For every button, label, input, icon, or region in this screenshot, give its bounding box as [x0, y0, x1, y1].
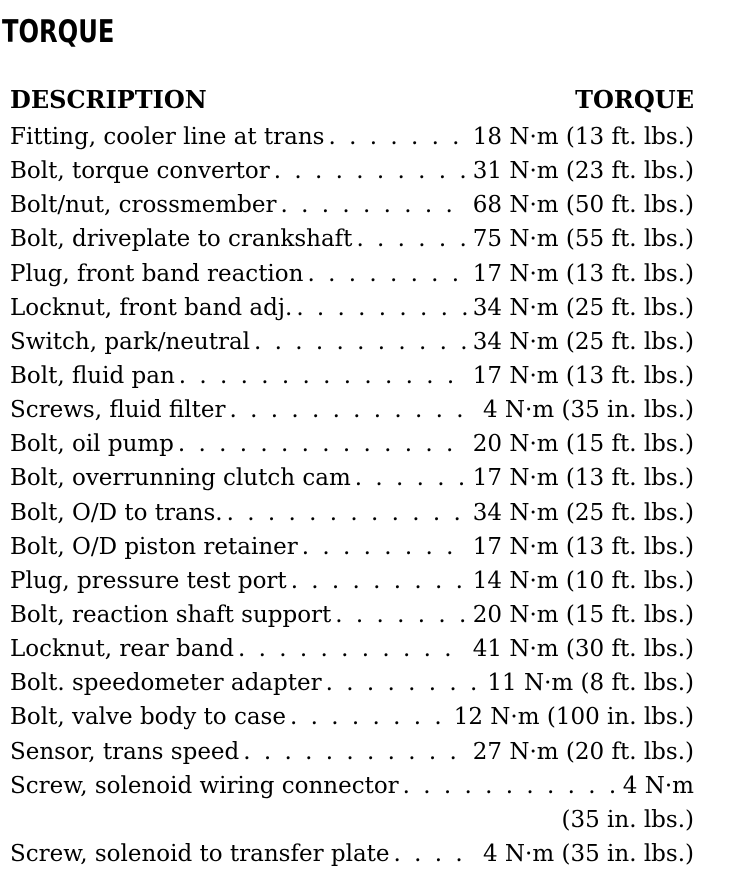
dot-leader: [307, 257, 466, 291]
row-torque: 17 N·m (13 ft. lbs.): [472, 533, 694, 560]
row-description: Locknut, rear band: [10, 636, 235, 663]
row-description: Screws, fluid filter: [10, 397, 226, 424]
dot-leader: [326, 666, 482, 700]
row-description: Screw, solenoid wiring connector: [10, 772, 399, 799]
table-row: [10, 154, 694, 188]
row-description: Bolt/nut, crossmember: [10, 192, 277, 219]
row-description: Plug, front band reaction: [10, 260, 304, 287]
dot-leader: [229, 393, 477, 427]
table-row-last: [10, 837, 694, 871]
table-row: [10, 700, 694, 734]
dot-leader: [356, 222, 466, 256]
row-torque: 18 N·m (13 ft. lbs.): [472, 124, 694, 150]
dot-leader: [403, 769, 617, 803]
row-torque: 41 N·m (30 ft. lbs.): [472, 636, 694, 663]
row-description: Bolt, fluid pan: [10, 362, 175, 389]
row-description: Bolt, driveplate to crankshaft: [10, 226, 353, 253]
dot-leader: [243, 735, 466, 769]
row-torque: 12 N·m (100 in. lbs.): [453, 704, 694, 731]
row-description: Plug, pressure test port: [10, 567, 287, 594]
row-description: Bolt, reaction shaft support: [10, 601, 332, 628]
page-title: TORQUE: [2, 14, 115, 50]
row-torque: 75 N·m (55 ft. lbs.): [472, 226, 694, 253]
row-description: Bolt, oil pump: [10, 431, 174, 458]
dot-leader: [290, 700, 448, 734]
row-torque: 20 N·m (15 ft. lbs.): [472, 431, 694, 458]
dot-leader: [335, 598, 466, 632]
table-row: [10, 598, 694, 632]
row-torque: 68 N·m (50 ft. lbs.): [472, 192, 694, 219]
table-header: [10, 80, 694, 120]
dot-leader: [227, 496, 467, 530]
table-row: [10, 257, 694, 291]
table-row: [10, 291, 694, 325]
table-row: [10, 735, 694, 769]
table-row: [10, 120, 694, 154]
row-description: Bolt, O/D to trans.: [10, 499, 223, 526]
row-torque-continued: (35 in. lbs.): [561, 806, 694, 833]
row-torque: 31 N·m (23 ft. lbs.): [472, 158, 694, 185]
table-row: [10, 632, 694, 666]
dot-leader: [328, 120, 466, 154]
torque-table: [10, 80, 694, 871]
row-torque: 34 N·m (25 ft. lbs.): [472, 294, 694, 321]
row-description: Bolt, O/D piston retainer: [10, 533, 298, 560]
table-row: [10, 393, 694, 427]
row-torque: 20 N·m (15 ft. lbs.): [472, 601, 694, 628]
row-description: Bolt, valve body to case: [10, 704, 286, 731]
table-row: [10, 325, 694, 359]
dot-leader: [394, 837, 477, 871]
row-torque: 34 N·m (25 ft. lbs.): [472, 499, 694, 526]
row-torque: 17 N·m (13 ft. lbs.): [472, 260, 694, 287]
table-row-wrapped: [10, 769, 694, 837]
row-description: Switch, park/neutral: [10, 328, 251, 355]
row-description: Bolt. speedometer adapter: [10, 670, 322, 697]
table-row: [10, 427, 694, 461]
row-description: Fitting, cooler line at trans: [10, 124, 325, 150]
dot-leader: [274, 154, 467, 188]
dot-leader: [291, 564, 467, 598]
row-torque: 17 N·m (13 ft. lbs.): [472, 362, 694, 389]
row-torque: 34 N·m (25 ft. lbs.): [472, 328, 694, 355]
table-row: [10, 496, 694, 530]
table-row: [10, 359, 694, 393]
dot-leader: [280, 188, 466, 222]
dot-leader: [179, 359, 467, 393]
row-description: Screw, solenoid to transfer plate: [10, 840, 390, 867]
row-description: Sensor, trans speed: [10, 738, 240, 765]
table-body: [10, 120, 694, 769]
dot-leader: [238, 632, 467, 666]
row-torque: 11 N·m (8 ft. lbs.): [487, 670, 694, 697]
row-description: Locknut, front band adj.: [10, 294, 293, 321]
dot-leader: [355, 461, 467, 495]
table-row: [10, 530, 694, 564]
row-description: Bolt, overrunning clutch cam: [10, 465, 351, 492]
dot-leader: [302, 530, 467, 564]
table-row: [10, 461, 694, 495]
table-row: [10, 564, 694, 598]
dot-leader: [178, 427, 467, 461]
row-torque: 17 N·m (13 ft. lbs.): [472, 465, 694, 492]
header-torque: TORQUE: [575, 85, 694, 114]
table-row: [10, 666, 694, 700]
header-description: DESCRIPTION: [10, 85, 207, 114]
row-torque: 4 N·m (35 in. lbs.): [482, 397, 694, 424]
dot-leader: [296, 291, 466, 325]
table-row: [10, 222, 694, 256]
row-torque: 14 N·m (10 ft. lbs.): [472, 567, 694, 594]
dot-leader: [254, 325, 467, 359]
table-row: [10, 188, 694, 222]
row-torque: 27 N·m (20 ft. lbs.): [472, 738, 694, 765]
row-torque: 4 N·m: [622, 772, 694, 799]
row-description: Bolt, torque convertor: [10, 158, 270, 185]
row-torque: 4 N·m (35 in. lbs.): [482, 840, 694, 867]
